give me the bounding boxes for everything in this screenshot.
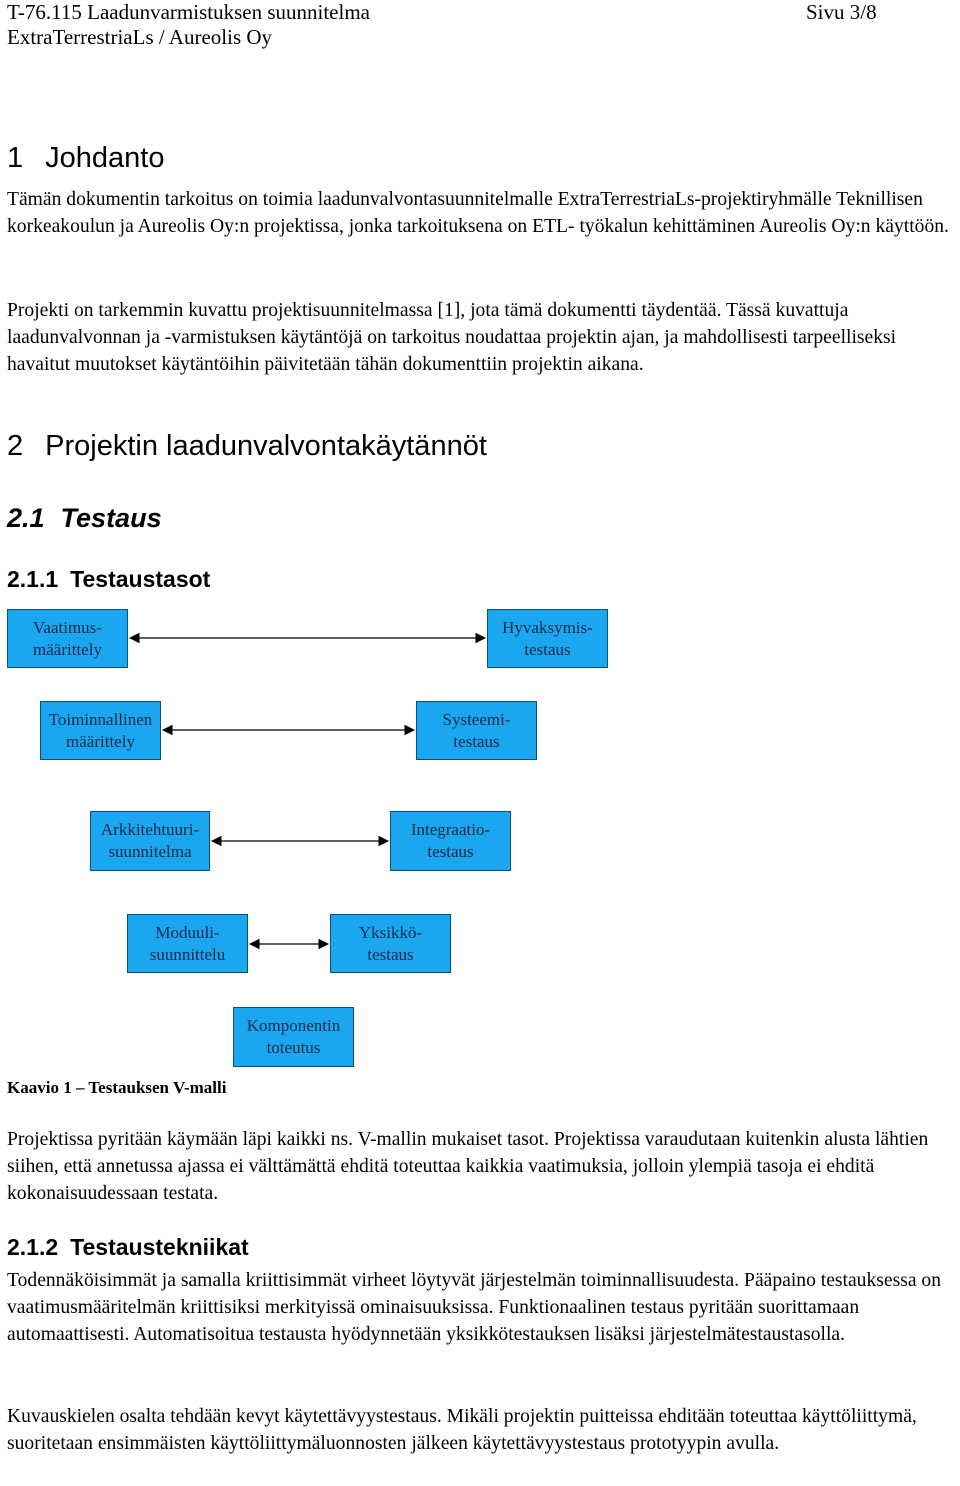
diagram-caption: Kaavio 1 – Testauksen V-malli [7, 1078, 227, 1097]
box-hyvaksymistestaus: Hyvaksymis- testaus [487, 609, 608, 668]
box-moduulisuunnittelu: Moduuli- suunnittelu [127, 914, 248, 973]
section-2-1-2-heading [7, 1233, 249, 1261]
section-number: 2.1 [7, 503, 45, 533]
section-number: 2.1.2 [7, 1234, 59, 1260]
box-arkkitehtuurisuunnitelma: Arkkitehtuuri- suunnitelma [90, 811, 210, 871]
techniques-paragraph-1: Todennäköisimmät ja samalla kriittisimmät virheet löytyvät järjestelmän toiminnallisuudesta. Pääpaino testauksessa on vaatimusmääritelmän kriittisiksi merkityissä ominaisuuksissa. Funktionaalinen testaus pyritään suorittamaan automaattisesti. Automatisoitua testausta hyödynnetään yksikkötestauksen lisäksi järjestelmätestaustasolla. [7, 1270, 942, 1346]
section-number: 1 [7, 142, 24, 174]
doc-title: T-76.115 Laadunvarmistuksen suunnitelma [7, 0, 370, 24]
techniques-paragraph-2: Kuvauskielen osalta tehdään kevyt käytettävyystestaus. Mikäli projektin puitteissa ehditään toteuttaa käyttöliittymä, suoritetaan ensimmäisten käyttöliittymäluonnosten jälkeen käytettävyystestaus prototyypin avulla. [7, 1406, 917, 1455]
section-title: Testaustasot [70, 566, 211, 592]
section-number: 2 [7, 430, 24, 462]
box-integraatiotestaus: Integraatio- testaus [390, 811, 511, 871]
box-komponentin-toteutus: Komponentin toteutus [233, 1007, 354, 1067]
box-vaatimusmaarittely: Vaatimus- määrittely [7, 609, 128, 668]
page-number: Sivu 3/8 [806, 0, 877, 24]
levels-paragraph: Projektissa pyritään käymään läpi kaikki ns. V-mallin mukaiset tasot. Projektissa varaudutaan kuitenkin alusta lähtien siihen, että annetussa ajassa ei välttämättä ehditä toteuttaa kaikkia vaatimuksia, jolloin ylempiä tasoja ei ehditä kokonaisuudessaan testata. [7, 1129, 929, 1205]
section-title: Testaustekniikat [70, 1234, 249, 1260]
organization: ExtraTerrestriaLs / Aureolis Oy [7, 25, 273, 49]
box-yksikkotestaus: Yksikkö- testaus [330, 914, 451, 973]
section-title: Johdanto [45, 142, 165, 174]
section-title: Testaus [60, 503, 162, 533]
box-systeemitestaus: Systeemi- testaus [416, 701, 537, 760]
intro-paragraph-2: Projekti on tarkemmin kuvattu projektisuunnitelmassa [1], jota tämä dokumentti täydentää. Tässä kuvattuja laadunvalvonnan ja -varmistuksen käytäntöjä on tarkoitus noudattaa projektin ajan, ja mahdollisesti tarpeelliseksi havaitut muutokset käytäntöihin päivitetään tähän dokumenttiin projektin aikana. [7, 300, 897, 376]
box-toiminnallinen-maarittely: Toiminnallinen määrittely [40, 701, 161, 760]
intro-paragraph-1: Tämän dokumentin tarkoitus on toimia laadunvalvontasuunnitelmalle ExtraTerrestriaLs-projektiryhmälle Teknillisen korkeakoulun ja Aureolis Oy:n projektissa, jonka tarkoituksena on ETL- työkalun kehittäminen Aureolis Oy:n käyttöön. [7, 189, 949, 238]
section-number: 2.1.1 [7, 566, 59, 592]
section-title: Projektin laadunvalvontakäytännöt [45, 430, 487, 462]
